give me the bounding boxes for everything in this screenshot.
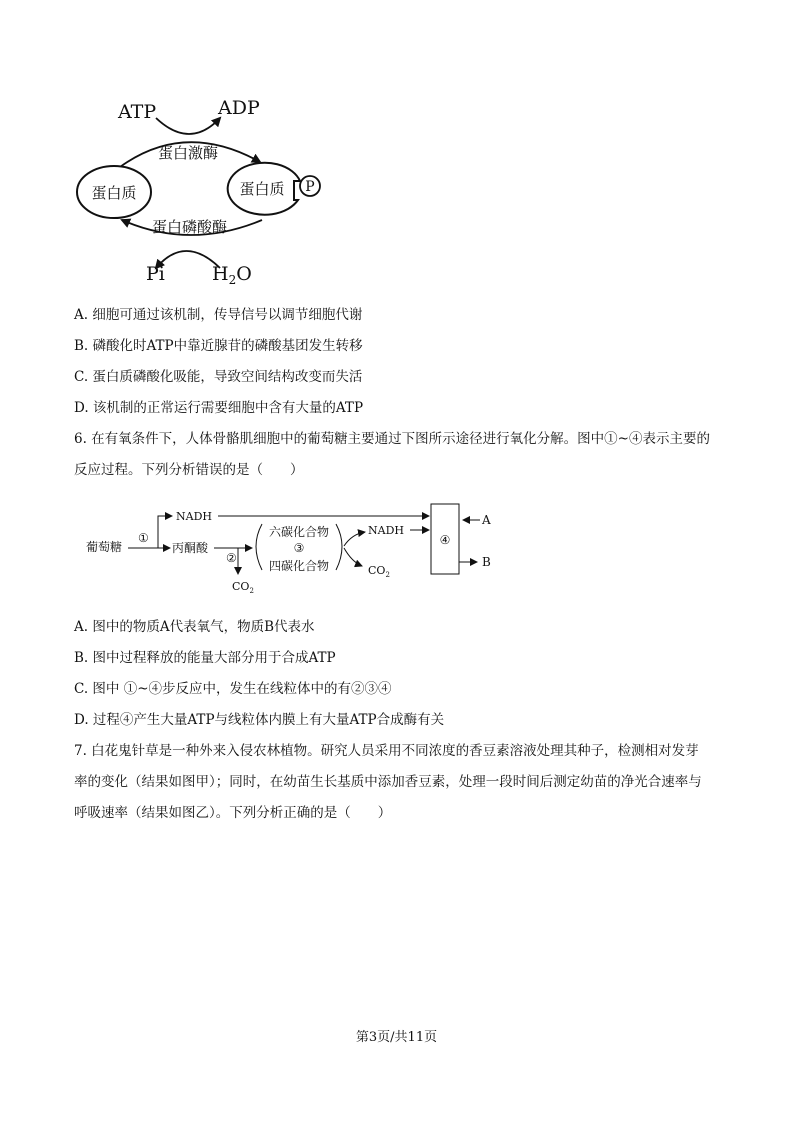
q5-option-b: B. 磷酸化时ATP中靠近腺苷的磷酸基团发生转移 <box>74 338 363 354</box>
atp-label: ATP <box>118 101 157 123</box>
q7-stem-line3: 呼吸速率（结果如图乙）。下列分析正确的是（ ） <box>74 805 392 821</box>
kinase-label: 蛋白激酶 <box>158 144 219 162</box>
q6-stem-line1: 6. 在有氧条件下，人体骨骼肌细胞中的葡萄糖主要通过下图所示途径进行氧化分解。图中①~④表示主要的 <box>74 431 710 447</box>
q6-option-b: B. 图中过程释放的能量大部分用于合成ATP <box>74 650 336 666</box>
q6-option-c: C. 图中 ①~④步反应中，发生在线粒体中的有②③④ <box>74 681 392 697</box>
step4-label: ④ <box>439 533 451 547</box>
four-carbon-label: 四碳化合物 <box>268 559 330 573</box>
glucose-label: 葡萄糖 <box>86 540 123 554</box>
q6-option-d: D. 过程④产生大量ATP与线粒体内膜上有大量ATP合成酶有关 <box>74 712 445 728</box>
protein-right-label: 蛋白质 <box>239 180 285 198</box>
q7-stem-line2: 率的变化（结果如图甲）；同时，在幼苗生长基质中添加香豆素，处理一段时间后测定幼苗的净光合速率与 <box>74 774 702 790</box>
label-b: B <box>482 555 491 569</box>
label-a: A <box>482 513 491 527</box>
h2o-label: $H_2O$ <box>212 263 252 287</box>
co2-left-label: $CO_2$ <box>232 580 254 595</box>
glucose-oxidation-diagram <box>80 500 500 600</box>
six-carbon-label: 六碳化合物 <box>268 525 330 539</box>
nadh-mid-label: NADH <box>368 524 404 537</box>
q5-option-c: C. 蛋白质磷酸化吸能，导致空间结构改变而失活 <box>74 369 363 385</box>
q5-option-d: D. 该机制的正常运行需要细胞中含有大量的ATP <box>74 400 364 416</box>
pyruvate-label: 丙酮酸 <box>172 541 209 555</box>
adp-label: ADP <box>218 97 260 119</box>
co2-right-label: $CO_2$ <box>368 564 390 579</box>
q6-option-a: A. 图中的物质A代表氧气，物质B代表水 <box>74 619 315 635</box>
page-footer: 第3页/共11页 <box>355 1030 438 1045</box>
phosphorylation-cycle-diagram <box>70 92 370 292</box>
q5-option-a: A. 细胞可通过该机制，传导信号以调节细胞代谢 <box>74 307 363 323</box>
phosphatase-label: 蛋白磷酸酶 <box>152 218 228 236</box>
nadh-top-label: NADH <box>176 510 212 523</box>
q6-stem-line2: 反应过程。下列分析错误的是（ ） <box>74 462 304 478</box>
phosphate-mark: P <box>305 179 315 195</box>
step3-label: ③ <box>293 541 305 555</box>
protein-left-label: 蛋白质 <box>91 184 137 202</box>
step1-label: ① <box>138 531 149 545</box>
q7-stem-line1: 7. 白花鬼针草是一种外来入侵农林植物。研究人员采用不同浓度的香豆素溶液处理其种子，检测相对发芽 <box>74 743 699 759</box>
step2-label: ② <box>226 551 237 565</box>
pi-label: Pi <box>146 263 165 285</box>
